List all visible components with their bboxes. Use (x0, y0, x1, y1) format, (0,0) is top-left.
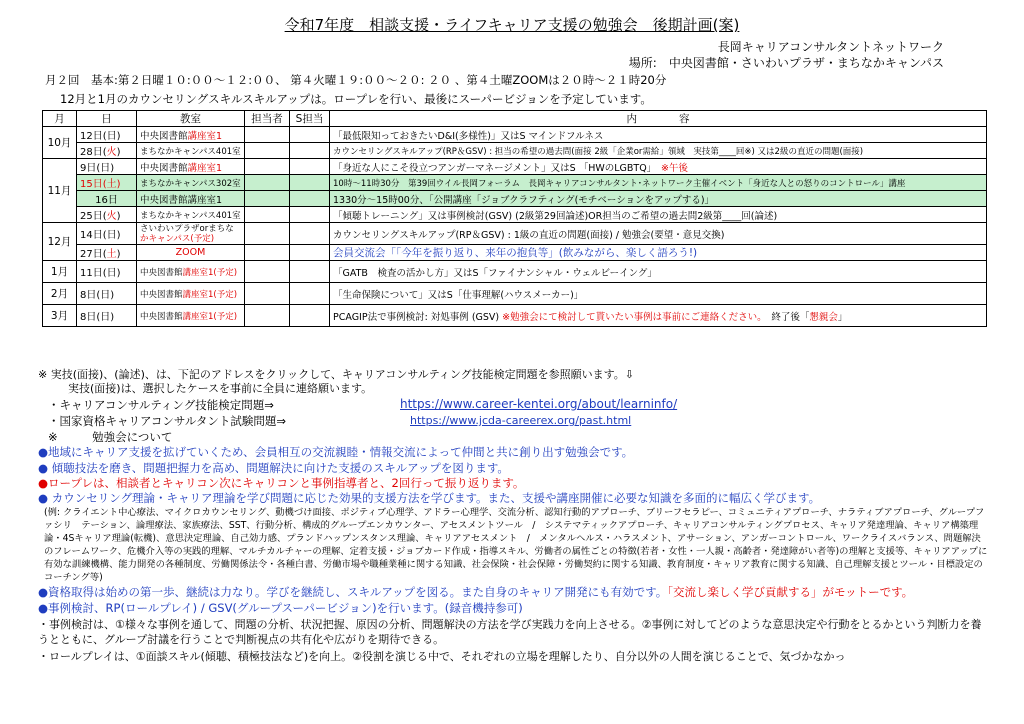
content-cell: 10時～11時30分 第39回ウイル長岡フォーラム 長岡キャリアコンサルタント･ネットワーク主催イベント「身近な人との怒りのコントロール」講座 (330, 175, 987, 191)
theory-examples: (例: クライエント中心療法、マイクロカウンセリング、動機づけ面接、ポジティブ心理学、アドラー心理学、交流分析、認知行動的アプローチ、ブリーフセラピー、コミュニティアプローチ、ナラティブアプローチ、グループファシリ テーション、論理療法、家族療法、SST、行動分析、構成的グループエンカウンター、アセスメントツール / システマティックアプローチ、キャリアコンサルティングプロセス、キャリア発達理論、キャリア構築理論・4Sキャリア理論(転機)、意思決定理論、自己効力感、プランドハップンスタンス理論、キャリアアセスメント / メンタルヘルス・ハラスメント、アサーション、アンガーコントロール、ワークライスバランス、問題解決のフレームワーク、危機介入等の実践的理解、マルチカルチャーの理解、定着支援・ジョブカード作成・指導スキル、労働者の属性ごとの特徴(若者・女性・一人親・高齢者・発達障がい者等)の理解と支援等、キャリアアップに有効な訓練機構、能力開発の各種制度、労働関係法令・各種白書、労働市場や職種業種に関する知識、社会保険・社会保障・労働契約に関する知識、教育制度・キャリア教育に関する知識、自己理解支援とツール・目標設定のコーチング等) (44, 507, 988, 583)
table-row (43, 143, 987, 159)
month-cell: 11月 (43, 159, 77, 223)
room-cell: 中央図書館講座室1(予定) (137, 305, 245, 327)
header-day: 日 (77, 111, 137, 127)
table-row (43, 245, 987, 261)
content-cell: 会員交流会「「今年を振り返り、来年の抱負等」(飲みながら、楽しく語ろう!) (330, 245, 987, 261)
venue-line: 場所: 中央図書館・さいわいプラザ・まちなかキャンパス (628, 56, 944, 70)
header-month: 月 (43, 111, 77, 127)
room-cell: さいわいプラザorまちな かキャンパス(予定) (137, 223, 245, 245)
month-cell: 2月 (43, 283, 77, 305)
header-room: 教室 (137, 111, 245, 127)
content-cell: 1330分～15時00分、「公開講座「ジョブクラフティング(モチベーションをアップする)」 (330, 191, 987, 207)
room-cell: 中央図書館講座室1 (137, 191, 245, 207)
day-cell: 28日(火) (77, 143, 137, 159)
room-cell: 中央図書館講座室1(予定) (137, 283, 245, 305)
bullet-listening: ● 傾聴技法を磨き、問題把握力を高め、問題解決に向けた支援のスキルアップを図ります。 (38, 461, 509, 475)
room-cell: 中央図書館講座室1 (137, 127, 245, 143)
para-roleplay: ・ロールプレイは、①面談スキル(傾聴、積極技法など)を向上。②役割を演じる中で、それぞれの立場を理解したり、自分以外の人間を演じることで、気づかなかっ (38, 650, 846, 663)
section-heading: ※ 勉強会について (48, 430, 173, 444)
para-case-study: ・事例検討は、①様々な事例を通して、問題の分析、状況把握、原因の分析、問題解決の方法を学び実践力を向上させる。②事例に対してどのような意思決定や行動をとるかという判断力を養うとともに、グループ討議を行うことで判断視点の共有化や広がりを期待できる。 (38, 618, 982, 646)
table-row (43, 223, 987, 245)
content-cell: 「最低限知っておきたいD&I(多様性)」又はS マインドフルネス (330, 127, 987, 143)
header-content: 内 容 (330, 111, 987, 127)
room-cell: まちなかキャンパス401室 (137, 207, 245, 223)
jcda-link[interactable]: https://www.jcda-careerex.org/past.html (410, 414, 632, 427)
content-cell: 「身近な人にこそ役立つアンガーマネージメント」又はS 「HWのLGBTQ」 ※午後 (330, 159, 987, 175)
plan-table (42, 110, 987, 327)
table-row (43, 191, 987, 207)
day-cell: 15日(土) (77, 175, 137, 191)
day-cell: 11日(日) (77, 261, 137, 283)
bullet-theory: ● カウンセリング理論・キャリア理論を学び問題に応じた効果的支援方法を学びます。また、支援や講座開催に必要な知識を多面的に幅広く学びます。 (38, 491, 821, 505)
content-cell: 「傾聴トレーニング」又は事例検討(GSV) (2級第29回論述)OR担当のご希望の過去問2級第____回(論述) (330, 207, 987, 223)
schedule-line: 月２回 基本:第２日曜１０:００～１２:００、 第４火曜１９:００～２０: ２０ 、第４土曜ZOOMは２０時～２１時20分 (45, 73, 667, 87)
room-cell: まちなかキャンパス302室 (137, 175, 245, 191)
bullet-community: ●地域にキャリア支援を拡げていくため、会員相互の交流親睦・情報交流によって仲間と共に創り出す勉強会です。 (38, 445, 634, 459)
content-cell: PCAGIP法で事例検討: 対処事例 (GSV) ※勉強会にて検討して貰いたい事例は事前にご連絡ください。 終了後「懇親会」 (330, 305, 987, 327)
bullet-roleplay: ●ロープレは、相談者とキャリコン次にキャリコンと事例指導者と、2回行って振り返ります。 (38, 476, 525, 490)
table-row (43, 159, 987, 175)
plan-note: 12月と1月のカウンセリングスキルスキルアップは。ロープレを行い、最後にスーパービジョンを予定しています。 (60, 92, 652, 106)
table-row (43, 175, 987, 191)
note-reference: ※ 実技(面接)、(論述)、は、下記のアドレスをクリックして、キャリアコンサルティング技能検定問題を参照願います。⇩ (38, 368, 635, 381)
room-cell: 中央図書館講座室1(予定) (137, 261, 245, 283)
table-row (43, 283, 987, 305)
day-cell: 27日(土) (77, 245, 137, 261)
month-cell: 10月 (43, 127, 77, 159)
content-cell: カウンセリングスキルアップ(RP＆GSV) : 担当の希望の過去問(面接 2級「企業or需給」領域 実技第____回※) 又は2級の直近の問題(面接) (330, 143, 987, 159)
day-cell: 14日(日) (77, 223, 137, 245)
room-cell: まちなかキャンパス401室 (137, 143, 245, 159)
organization-name: 長岡キャリアコンサルタントネットワーク (717, 40, 944, 54)
day-cell: 12日(日) (77, 127, 137, 143)
note-kentei-label: ・キャリアコンサルティング技能検定問題⇒ (48, 398, 274, 412)
bullet-qualification: ●資格取得は始めの第一歩、継続は力なり。学びを継続し、スキルアップを図る。また自身のキャリア開発にも有効です。「交流し楽しく学び貢献する」がモットーです。 (38, 585, 914, 599)
kentei-link[interactable]: https://www.career-kentei.org/about/learninfo/ (400, 397, 678, 411)
table-header-row (43, 111, 987, 127)
person-cell (245, 127, 290, 143)
header-person: 担当者 (245, 111, 290, 127)
table-row (43, 261, 987, 283)
room-cell: 中央図書館講座室1 (137, 159, 245, 175)
table-row (43, 127, 987, 143)
note-national-exam-label: ・国家資格キャリアコンサルタント試験問題⇒ (48, 414, 287, 428)
bullet-case-study: ●事例検討、RP(ロールプレイ) / GSV(グループスーパービジョン)を行います。(録音機持参可) (38, 601, 523, 615)
content-cell: カウンセリングスキルアップ(RP＆GSV) : 1級の直近の問題(面接) / 勉強会(要望・意見交換) (330, 223, 987, 245)
day-cell: 9日(日) (77, 159, 137, 175)
table-row (43, 305, 987, 327)
day-cell: 16日 (77, 191, 137, 207)
month-cell: 1月 (43, 261, 77, 283)
header-s-person: S担当 (290, 111, 330, 127)
month-cell: 12月 (43, 223, 77, 261)
note-practical: 実技(面接)は、選択したケースを事前に全員に連絡願います。 (68, 382, 373, 395)
day-cell: 25日(火) (77, 207, 137, 223)
s-person-cell (290, 127, 330, 143)
month-cell: 3月 (43, 305, 77, 327)
room-cell: ZOOM (137, 245, 245, 261)
table-row (43, 207, 987, 223)
day-cell: 8日(日) (77, 283, 137, 305)
content-cell: 「GATB 検査の活かし方」又はS「ファイナンシャル・ウェルビーイング」 (330, 261, 987, 283)
day-cell: 8日(日) (77, 305, 137, 327)
content-cell: 「生命保険について」又はS「仕事理解(ハウスメーカー)」 (330, 283, 987, 305)
page-title: 令和7年度 相談支援・ライフキャリア支援の勉強会 後期計画(案) (284, 16, 740, 34)
